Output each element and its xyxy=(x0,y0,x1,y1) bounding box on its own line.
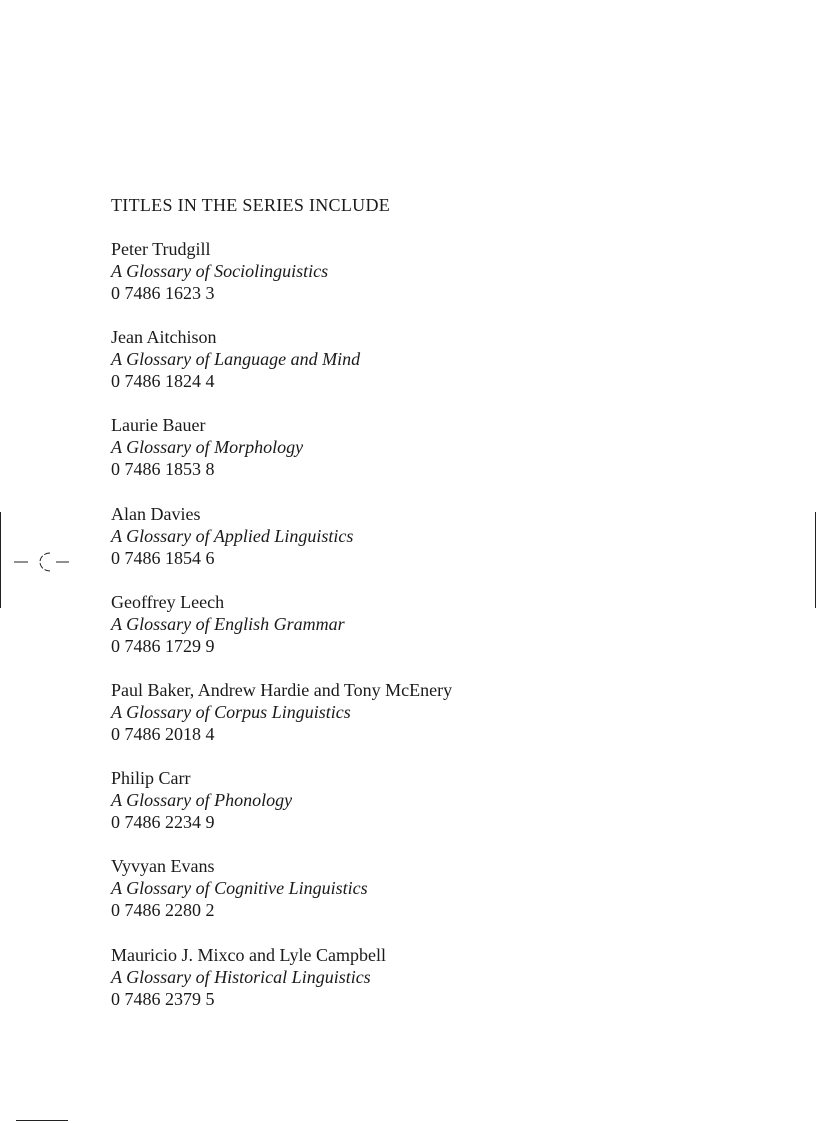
entry-author: Laurie Bauer xyxy=(111,415,206,436)
entry-author: Philip Carr xyxy=(111,768,191,789)
entry-title: A Glossary of Language and Mind xyxy=(111,349,361,370)
entry-isbn: 0 7486 2280 2 xyxy=(111,900,215,921)
entry-title: A Glossary of Phonology xyxy=(111,790,293,811)
series-entry xyxy=(111,855,711,943)
series-entry xyxy=(111,679,711,767)
entry-title: A Glossary of Sociolinguistics xyxy=(111,261,329,281)
entry-title: A Glossary of Corpus Linguistics xyxy=(111,701,351,722)
entry-isbn: 0 7486 1623 3 xyxy=(111,283,215,303)
entry-author: Paul Baker, Andrew Hardie and Tony McEnery xyxy=(111,679,453,700)
series-entry xyxy=(111,238,711,326)
entry-isbn: 0 7486 1853 8 xyxy=(111,459,215,480)
entry-author: Alan Davies xyxy=(111,503,201,524)
crop-mark-bottom xyxy=(16,1120,68,1121)
series-title-list xyxy=(111,238,711,1032)
entry-author: Peter Trudgill xyxy=(111,239,211,259)
series-entry xyxy=(111,326,711,414)
series-entry xyxy=(111,503,711,591)
entry-author: Vyvyan Evans xyxy=(111,856,215,877)
entry-title: A Glossary of Cognitive Linguistics xyxy=(111,878,368,899)
series-heading: TITLES IN THE SERIES INCLUDE xyxy=(111,195,391,215)
series-entry xyxy=(111,767,711,855)
entry-author: Geoffrey Leech xyxy=(111,591,225,612)
entry-isbn: 0 7486 2018 4 xyxy=(111,723,215,744)
entry-isbn: 0 7486 1854 6 xyxy=(111,547,215,568)
entry-isbn: 0 7486 2379 5 xyxy=(111,988,215,1009)
entry-title: A Glossary of English Grammar xyxy=(111,613,345,634)
series-entry xyxy=(111,414,711,502)
crop-mark-left xyxy=(0,512,1,608)
entry-title: A Glossary of Applied Linguistics xyxy=(111,525,354,546)
entry-isbn: 0 7486 2234 9 xyxy=(111,812,215,833)
entry-isbn: 0 7486 1824 4 xyxy=(111,371,215,392)
entry-isbn: 0 7486 1729 9 xyxy=(111,635,215,656)
entry-title: A Glossary of Morphology xyxy=(111,437,304,458)
series-entry xyxy=(111,944,711,1032)
registration-mark-icon xyxy=(14,546,70,576)
series-entry xyxy=(111,591,711,679)
entry-author: Mauricio J. Mixco and Lyle Campbell xyxy=(111,944,386,965)
entry-title: A Glossary of Historical Linguistics xyxy=(111,966,371,987)
entry-author: Jean Aitchison xyxy=(111,327,217,348)
